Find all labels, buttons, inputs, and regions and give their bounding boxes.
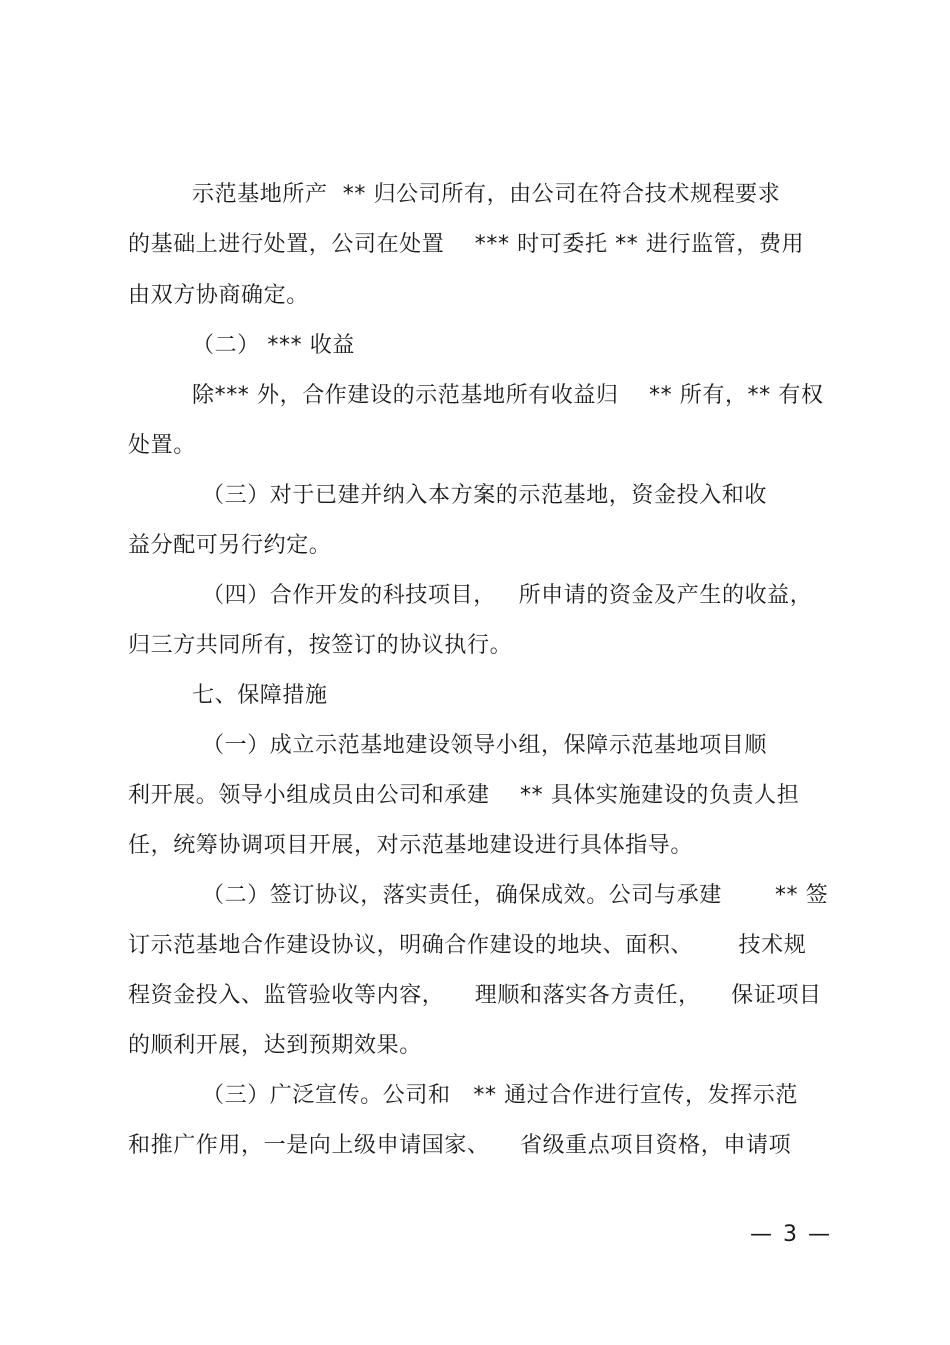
page-number: — 3 — <box>750 1222 832 1247</box>
paragraph-line: 归三方共同所有，按签订的协议执行。 <box>128 633 513 658</box>
paragraph-line: 的顺利开展，达到预期效果。 <box>128 1033 422 1058</box>
paragraph-line: 和推广作用，一是向上级申请国家、 省级重点项目资格，申请项 <box>128 1133 792 1158</box>
paragraph-line: （二）签订协议，落实责任，确保成效。公司与承建 ** 签 <box>202 883 829 908</box>
paragraph-line: 程资金投入、监管验收等内容， 理顺和落实各方责任， 保证项目 <box>128 983 822 1008</box>
paragraph-line: 益分配可另行约定。 <box>128 533 332 558</box>
paragraph-line: 由双方协商确定。 <box>128 283 309 308</box>
paragraph-line: （一）成立示范基地建设领导小组，保障示范基地项目顺 <box>202 733 768 758</box>
section-heading: （二） *** 收益 <box>192 333 355 358</box>
paragraph-line: 处置。 <box>128 433 196 458</box>
paragraph-line: （四）合作开发的科技项目， 所申请的资金及产生的收益， <box>202 583 813 608</box>
paragraph-line: 示范基地所产 ** 归公司所有，由公司在符合技术规程要求 <box>192 182 781 207</box>
paragraph-line: 任，统筹协调项目开展，对示范基地建设进行具体指导。 <box>128 833 694 858</box>
paragraph-line: 的基础上进行处置，公司在处置 *** 时可委托 ** 进行监管，费用 <box>128 232 805 257</box>
paragraph-line: （三）广泛宣传。公司和 ** 通过合作进行宣传，发挥示范 <box>202 1083 798 1108</box>
paragraph-line: （三）对于已建并纳入本方案的示范基地，资金投入和收 <box>202 483 768 508</box>
section-heading: 七、保障措施 <box>192 683 328 708</box>
paragraph-line: 除*** 外，合作建设的示范基地所有收益归 ** 所有，** 有权 <box>192 383 824 408</box>
paragraph-line: 利开展。领导小组成员由公司和承建 ** 具体实施建设的负责人担 <box>128 783 800 808</box>
paragraph-line: 订示范基地合作建设协议，明确合作建设的地块、面积、 技术规 <box>128 933 807 958</box>
